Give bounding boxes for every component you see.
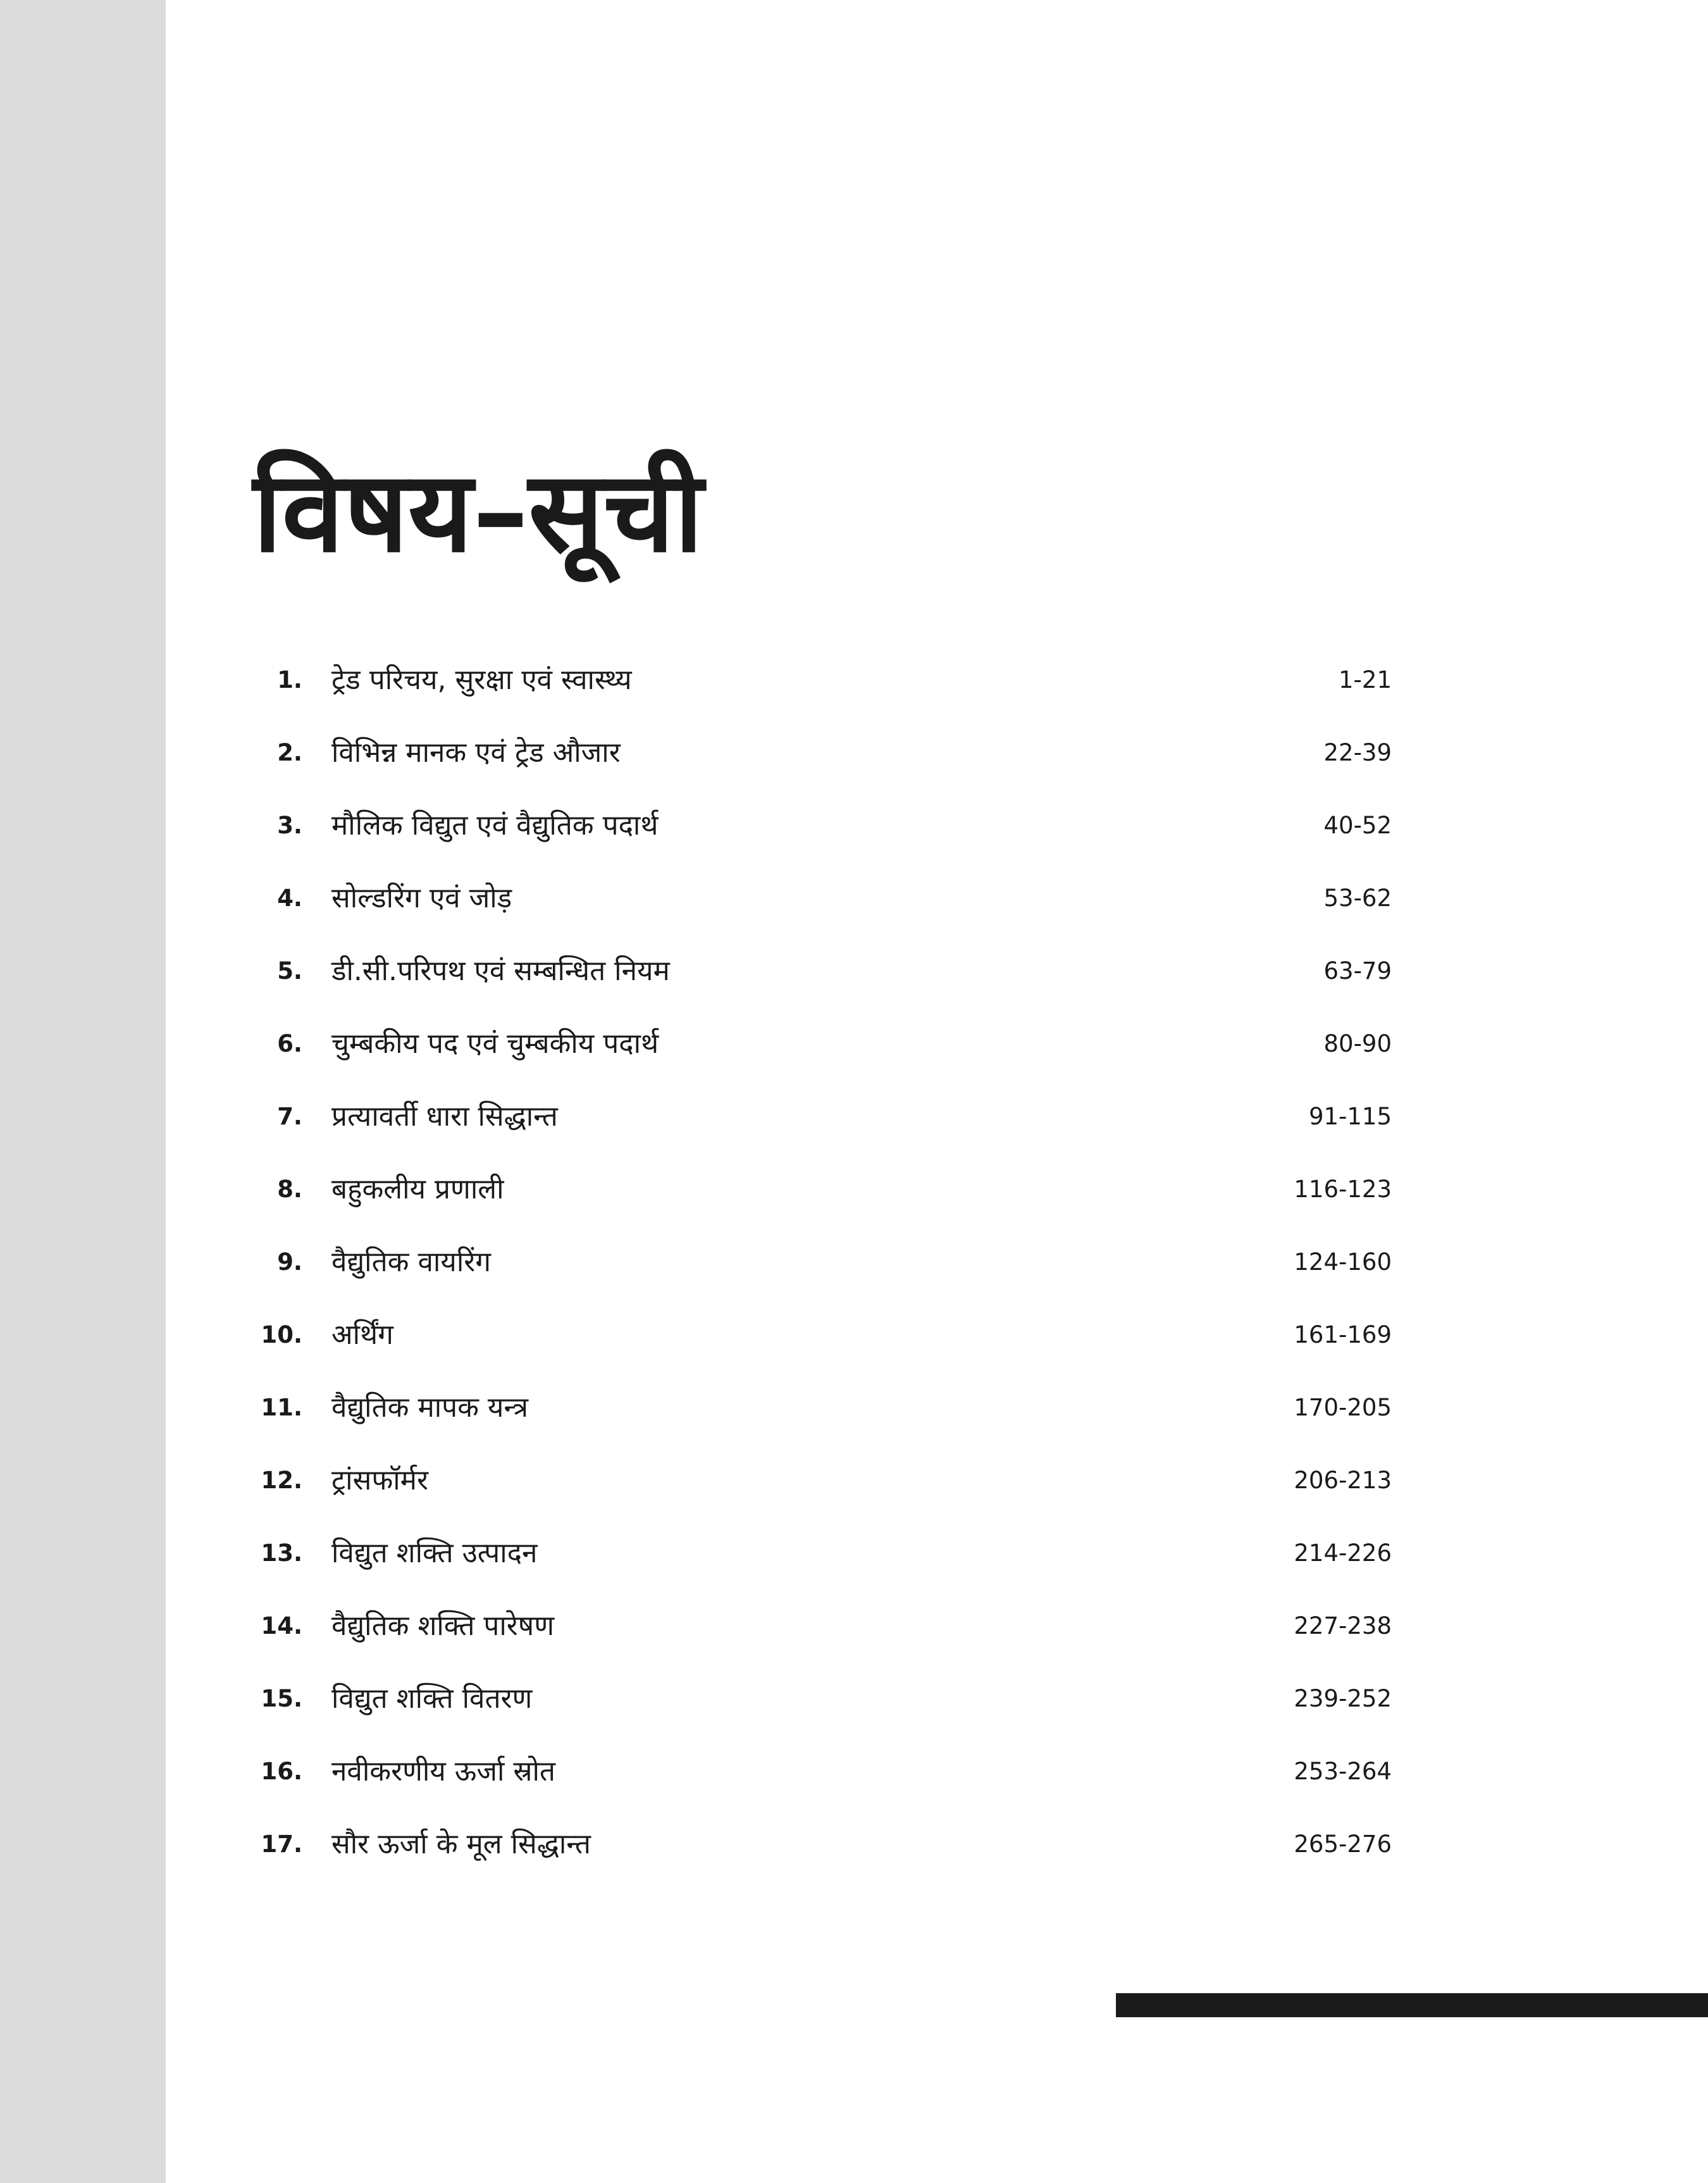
toc-page-range: 40-52 [1323, 812, 1392, 839]
toc-row[interactable] [253, 873, 1392, 946]
toc-chapter-title: डी.सी.परिपथ एवं सम्बन्धित नियम [331, 955, 670, 987]
toc-row[interactable] [253, 1674, 1392, 1746]
toc-chapter-title: मौलिक विद्युत एवं वैद्युतिक पदार्थ [331, 809, 659, 842]
toc-page-range: 227-238 [1294, 1612, 1392, 1639]
toc-chapter-title: ट्रेड परिचय, सुरक्षा एवं स्वास्थ्य [331, 664, 632, 696]
toc-page-range: 253-264 [1294, 1758, 1392, 1785]
toc-number: 11. [261, 1394, 302, 1421]
toc-number: 13. [261, 1539, 302, 1567]
toc-chapter-title: ट्रांसफॉर्मर [331, 1464, 428, 1496]
left-margin-band [0, 0, 166, 2183]
toc-row[interactable] [253, 1383, 1392, 1455]
toc-chapter-title: अर्थिंग [331, 1319, 393, 1351]
toc-number: 2. [277, 739, 302, 766]
toc-chapter-title: वैद्युतिक शक्ति पारेषण [331, 1610, 555, 1642]
toc-row[interactable] [253, 1528, 1392, 1601]
toc-number: 14. [261, 1612, 302, 1639]
toc-page-range: 22-39 [1323, 739, 1392, 766]
toc-row[interactable] [253, 1819, 1392, 1892]
toc-chapter-title: विद्युत शक्ति वितरण [331, 1682, 533, 1715]
toc-chapter-title: विभिन्न मानक एवं ट्रेड औजार [331, 737, 621, 769]
toc-row[interactable] [253, 1092, 1392, 1164]
page-title: विषय–सूची [253, 447, 703, 577]
toc-chapter-title: सोल्डरिंग एवं जोड़ [331, 882, 512, 914]
toc-page-range: 265-276 [1294, 1831, 1392, 1858]
toc-number: 9. [277, 1248, 302, 1276]
toc-row[interactable] [253, 1164, 1392, 1237]
toc-row[interactable] [253, 1237, 1392, 1310]
toc-chapter-title: विद्युत शक्ति उत्पादन [331, 1537, 538, 1569]
toc-row[interactable] [253, 1455, 1392, 1528]
toc-number: 12. [261, 1467, 302, 1494]
toc-row[interactable] [253, 728, 1392, 800]
table-of-contents [253, 655, 1392, 1892]
toc-chapter-title: नवीकरणीय ऊर्जा स्रोत [331, 1755, 556, 1788]
toc-row[interactable] [253, 946, 1392, 1019]
toc-chapter-title: वैद्युतिक वायरिंग [331, 1246, 491, 1278]
toc-row[interactable] [253, 1746, 1392, 1819]
toc-page-range: 214-226 [1294, 1539, 1392, 1567]
toc-number: 16. [261, 1758, 302, 1785]
toc-number: 6. [277, 1030, 302, 1057]
toc-page-range: 170-205 [1294, 1394, 1392, 1421]
toc-chapter-title: सौर ऊर्जा के मूल सिद्धान्त [331, 1828, 591, 1860]
toc-page-range: 80-90 [1323, 1030, 1392, 1057]
toc-number: 7. [277, 1103, 302, 1130]
toc-page-range: 124-160 [1294, 1248, 1392, 1276]
toc-chapter-title: चुम्बकीय पद एवं चुम्बकीय पदार्थ [331, 1028, 659, 1060]
toc-chapter-title: बहुकलीय प्रणाली [331, 1173, 504, 1205]
toc-number: 5. [277, 957, 302, 985]
toc-chapter-title: वैद्युतिक मापक यन्त्र [331, 1391, 529, 1424]
toc-row[interactable] [253, 655, 1392, 728]
toc-number: 17. [261, 1831, 302, 1858]
toc-row[interactable] [253, 1310, 1392, 1383]
toc-number: 10. [261, 1321, 302, 1348]
toc-page-range: 116-123 [1294, 1176, 1392, 1203]
toc-chapter-title: प्रत्यावर्ती धारा सिद्धान्त [331, 1100, 558, 1133]
toc-row[interactable] [253, 1601, 1392, 1674]
toc-number: 4. [277, 885, 302, 912]
toc-number: 8. [277, 1176, 302, 1203]
toc-page-range: 91-115 [1308, 1103, 1392, 1130]
footer-rule-bar [1116, 1993, 1708, 2017]
toc-page-range: 53-62 [1323, 885, 1392, 912]
toc-page-range: 239-252 [1294, 1685, 1392, 1712]
toc-number: 15. [261, 1685, 302, 1712]
toc-number: 1. [277, 666, 302, 693]
toc-number: 3. [277, 812, 302, 839]
toc-page-range: 1-21 [1339, 666, 1392, 693]
toc-page-range: 63-79 [1323, 957, 1392, 985]
toc-row[interactable] [253, 1019, 1392, 1092]
toc-row[interactable] [253, 800, 1392, 873]
toc-page-range: 206-213 [1294, 1467, 1392, 1494]
toc-page-range: 161-169 [1294, 1321, 1392, 1348]
